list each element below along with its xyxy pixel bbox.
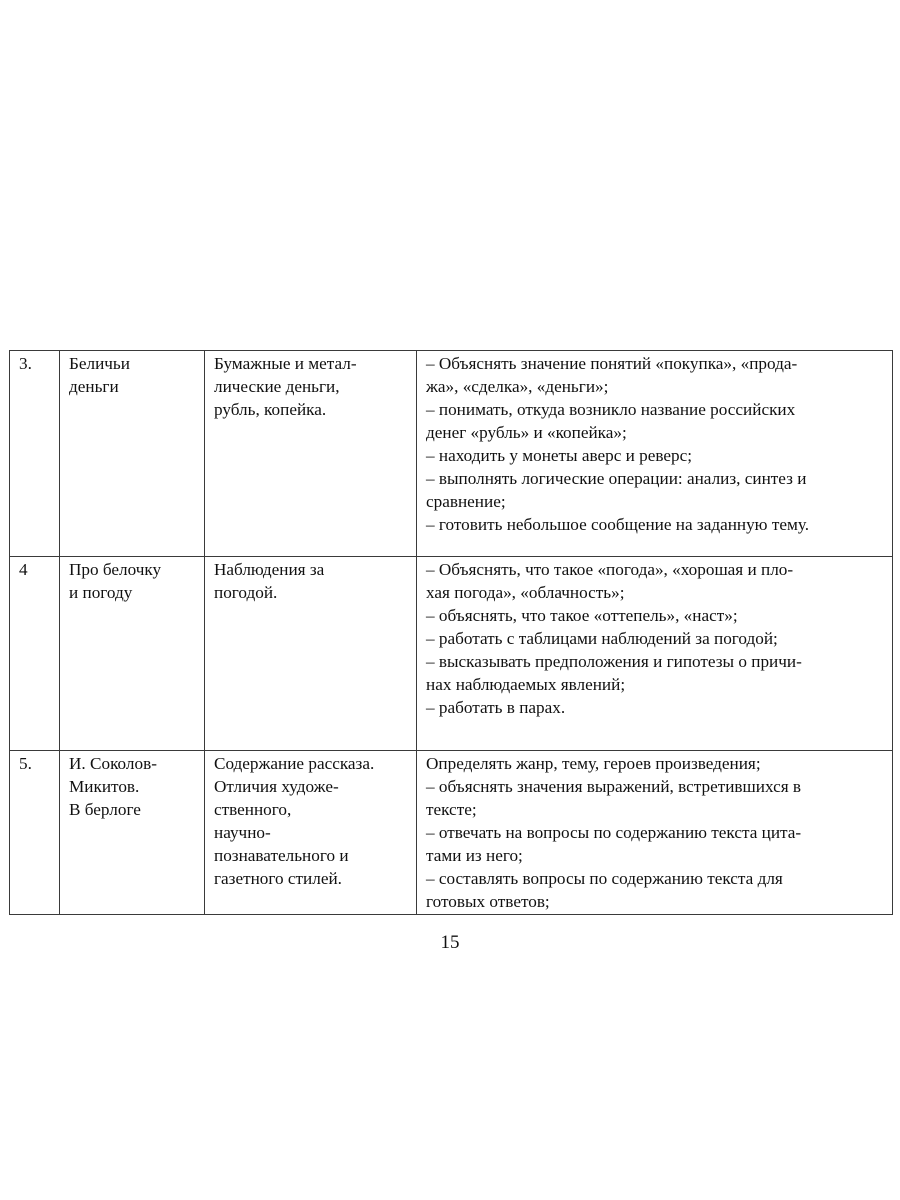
lesson-topic-cell: [60, 351, 205, 557]
content-line: газетного стилей.: [214, 869, 342, 888]
skill-line: – работать с таблицами наблюдений за погодой;: [426, 629, 778, 648]
lesson-number-cell: [10, 351, 60, 557]
page-number: 15: [440, 932, 460, 953]
lesson-skills-cell: [417, 751, 893, 915]
lesson-skills-cell: [417, 351, 893, 557]
skill-line: жа», «сделка», «деньги»;: [426, 377, 609, 396]
topic-line: И. Соколов-: [69, 754, 157, 773]
skill-line: – составлять вопросы по содержанию текста для: [426, 869, 783, 888]
lesson-number: 4: [19, 560, 28, 579]
lesson-topic-cell: [60, 557, 205, 751]
skill-line: – отвечать на вопросы по содержанию текста цита-: [426, 823, 802, 842]
topic-line: и погоду: [69, 583, 133, 602]
skill-line: – находить у монеты аверс и реверс;: [426, 446, 693, 465]
topic-line: Микитов.: [69, 777, 140, 796]
skill-line: хая погода», «облачность»;: [426, 583, 625, 602]
skill-line: готовых ответов;: [426, 892, 550, 911]
skill-line: – выполнять логические операции: анализ, синтез и: [426, 469, 807, 488]
table-row: [10, 751, 893, 915]
table-row: [10, 351, 893, 557]
content-line: погодой.: [214, 583, 278, 602]
table-row: [10, 557, 893, 751]
skill-line: сравнение;: [426, 492, 506, 511]
lesson-number-cell: [10, 557, 60, 751]
skill-line: денег «рубль» и «копейка»;: [426, 423, 627, 442]
topic-line: Беличьи: [69, 354, 130, 373]
content-line: Бумажные и метал-: [214, 354, 357, 373]
skill-line: тексте;: [426, 800, 477, 819]
skill-line: – объяснять значения выражений, встретившихся в: [426, 777, 802, 796]
skill-line: – понимать, откуда возникло название российских: [426, 400, 796, 419]
skill-line: Определять жанр, тему, героев произведения;: [426, 754, 761, 773]
content-line: познавательного и: [214, 846, 349, 865]
lesson-content-cell: [205, 751, 417, 915]
skill-line: – работать в парах.: [426, 698, 566, 717]
content-line: Содержание рассказа.: [214, 754, 375, 773]
skill-line: – Объяснять, что такое «погода», «хорошая и пло-: [426, 560, 794, 579]
lesson-number-cell: [10, 751, 60, 915]
lesson-topic-cell: [60, 751, 205, 915]
content-line: Отличия художе-: [214, 777, 339, 796]
skill-line: тами из него;: [426, 846, 523, 865]
content-line: научно-: [214, 823, 271, 842]
lesson-content-cell: [205, 351, 417, 557]
lesson-plan-table: [9, 350, 893, 915]
skill-line: – готовить небольшое сообщение на заданную тему.: [426, 515, 810, 534]
lesson-number: 3.: [19, 354, 32, 373]
lesson-number: 5.: [19, 754, 32, 773]
content-line: ственного,: [214, 800, 292, 819]
content-line: лические деньги,: [214, 377, 340, 396]
content-line: рубль, копейка.: [214, 400, 327, 419]
topic-line: Про белочку: [69, 560, 162, 579]
skill-line: нах наблюдаемых явлений;: [426, 675, 626, 694]
topic-line: деньги: [69, 377, 119, 396]
skill-line: – объяснять, что такое «оттепель», «наст»;: [426, 606, 738, 625]
lesson-content-cell: [205, 557, 417, 751]
content-line: Наблюдения за: [214, 560, 325, 579]
skill-line: – высказывать предположения и гипотезы о причи-: [426, 652, 802, 671]
lesson-skills-cell: [417, 557, 893, 751]
topic-line: В берлоге: [69, 800, 141, 819]
skill-line: – Объяснять значение понятий «покупка», «прода-: [426, 354, 798, 373]
